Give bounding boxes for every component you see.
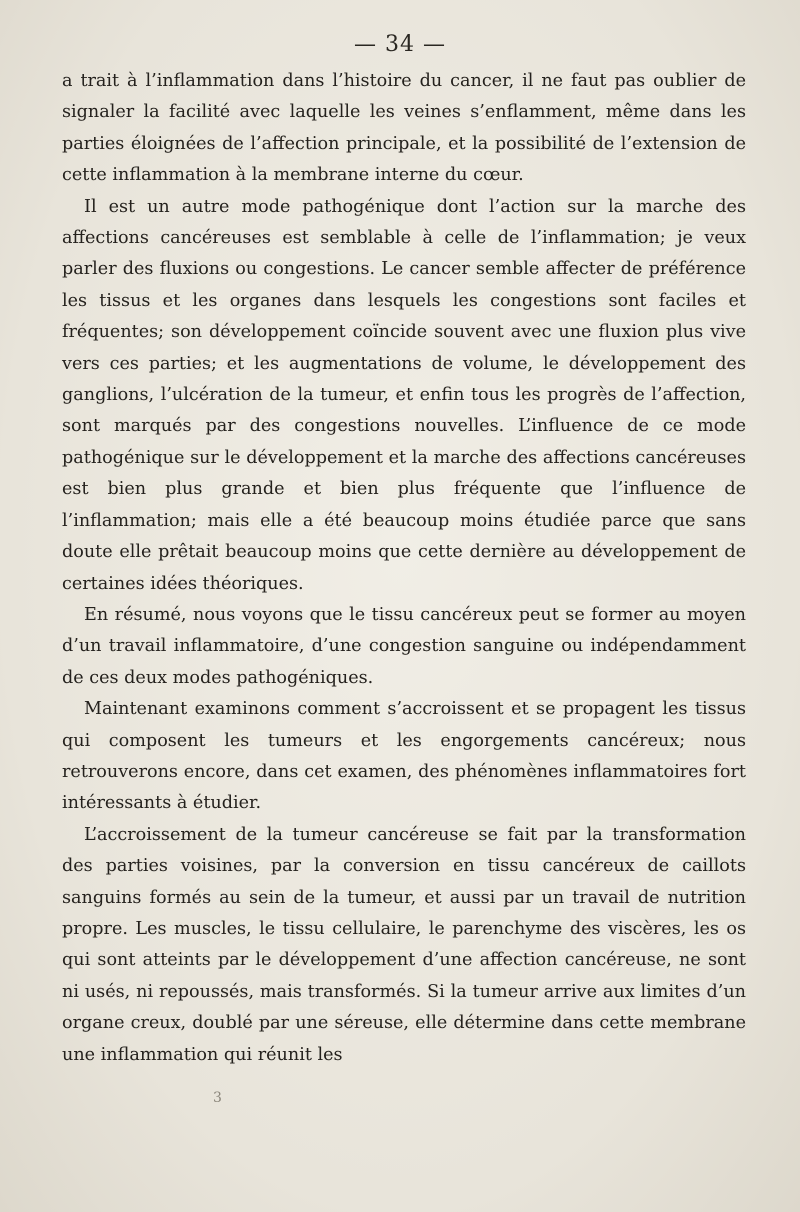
paragraph-3: En résumé, nous voyons que le tissu cancéreux peut se former au moyen d’un travail inflammatoire, d’une congestion sanguine ou indépendamment de ces deux modes pathogéniques.: [62, 604, 746, 688]
paragraph-4: Maintenant examinons comment s’accroissent et se propagent les tissus qui composent les tumeurs et les engorgements cancéreux; nous retrouverons encore, dans cet examen, des phénomènes inflammatoires fort intéressants à étudier.: [62, 699, 746, 814]
paragraph-2: Il est un autre mode pathogénique dont l’action sur la marche des affections cancéreuses est semblable à celle de l’inflammation; je veux parler des fluxions ou congestions. Le cancer semble affecter de préférence les tissus et les organes dans lesquels les congestions sont faciles et fréquentes; son développement coïncide souvent avec une fluxion plus vive vers ces parties; et les augmentations de volume, le développement des ganglions, l’ulcération de la tumeur, et enfin tous les progrès de l’affection, sont marqués par des congestions nouvelles. L’influence de ce mode pathogénique sur le développement et la marche des affections cancéreuses est bien plus grande et bien plus fréquente que l’influence de l’inflammation; mais elle a été beaucoup moins étudiée parce que sans doute elle prêtait beaucoup moins que cette dernière au développement de certaines idées théoriques.: [62, 196, 746, 594]
page-number: — 34 —: [354, 32, 446, 57]
signature-mark: 3: [213, 1090, 222, 1106]
paragraph-1: a trait à l’inflammation dans l’histoire du cancer, il ne faut pas oublier de signaler la facilité avec laquelle les veines s’enflamment, même dans les parties éloignées de l’affection principale, et la possibilité de l’extension de cette inflammation à la membrane interne du cœur.: [62, 71, 746, 186]
body-text: [62, 66, 746, 1071]
paragraph-5: L’accroissement de la tumeur cancéreuse se fait par la transformation des parties voisines, par la conversion en tissu cancéreux de caillots sanguins formés au sein de la tumeur, et aussi par un travail de nutrition propre. Les muscles, le tissu cellulaire, le parenchyme des viscères, les os qui sont atteints par le développement d’une affection cancéreuse, ne sont ni usés, ni repoussés, mais transformés. Si la tumeur arrive aux limites d’un organe creux, doublé par une séreuse, elle détermine dans cette membrane une inflammation qui réunit les: [62, 824, 746, 1065]
